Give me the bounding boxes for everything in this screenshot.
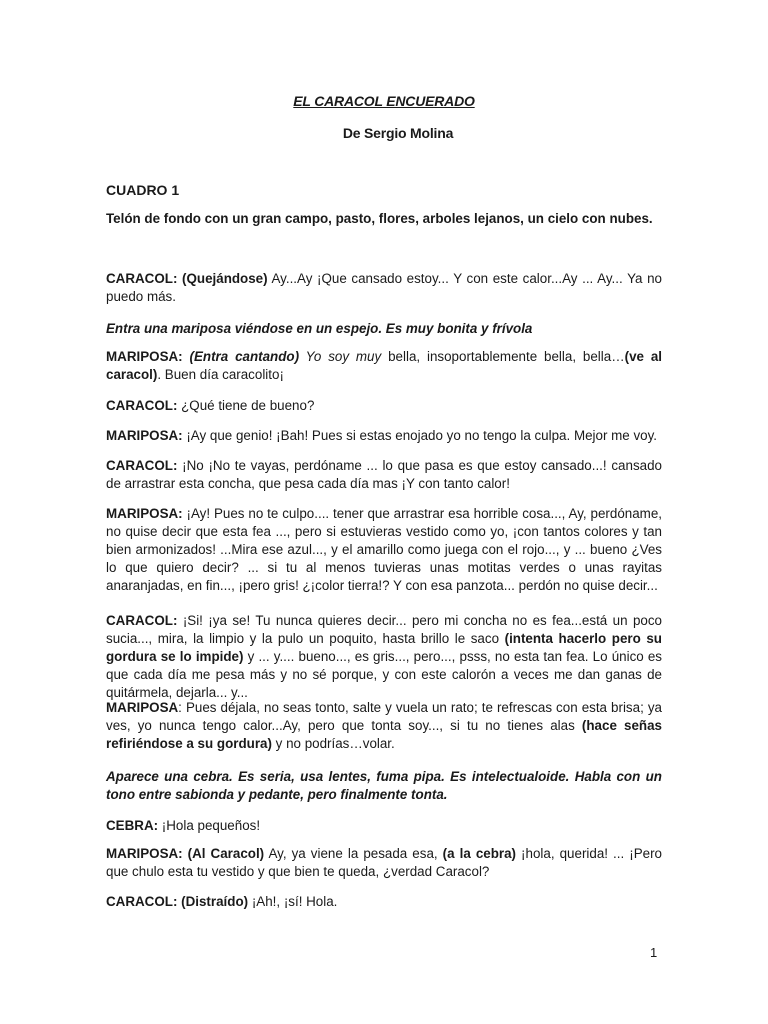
speaker-label: CARACOL: — [106, 613, 178, 628]
dialogue-text: ¡Ay! Pues no te culpo.... tener que arrastrar esa horrible cosa..., Ay, perdóname, no quise decir que esta fea ..., pero si estuvieras vestido como yo, ¡con tantos colores y tan bien armonizados! ...Mira ese azul..., y el amarillo como juega con el rojo..., y ... bueno ¿Ves lo que quiero decir? ... si tu al menos tuvieras unas motitas verdes o unas rayitas anaranjadas, en fin..., ¡pero gris! ¿¡color tierra!? Y con esa panzota... perdón no quise decir... — [106, 506, 662, 593]
dialogue-line — [106, 427, 662, 445]
dialogue-text: ¿Qué tiene de bueno? — [177, 398, 315, 413]
dialogue-line — [106, 348, 662, 384]
dialogue-text: ¡Ay que genio! ¡Bah! Pues si estas enojado yo no tengo la culpa. Mejor me voy. — [182, 428, 658, 443]
dialogue-line — [106, 699, 662, 753]
dialogue-line — [106, 612, 662, 702]
dialogue-line — [106, 270, 662, 306]
dialogue-text: y ... y.... bueno..., es gris..., pero..., psss, no esta tan fea. Lo único es que cada día me pesa más y no sé porque, y con este calorón a veces me dan ganas de quitármela, dejarla... y... — [106, 649, 662, 700]
stage-cue: (a la cebra) — [442, 846, 517, 861]
stage-cue: (intenta hacerlo pero su gordura se lo impide) — [106, 631, 662, 664]
dialogue-text: y no podrías…volar. — [271, 736, 395, 751]
scene-heading: CUADRO 1 — [106, 182, 180, 198]
dialogue-line — [106, 505, 662, 595]
speaker-label: CARACOL: (Quejándose) — [106, 271, 268, 286]
speaker-label: CARACOL: (Distraído) — [106, 894, 249, 909]
dialogue-text: : Pues déjala, no seas tonto, salte y vuela un rato; te refrescas con esta brisa; ya ves, yo nunca tengo calor...Ay, pero que tonta soy..., si tu no tienes alas — [106, 700, 662, 733]
speaker-label: MARIPOSA: — [106, 349, 183, 364]
speaker-label: CEBRA: — [106, 818, 159, 833]
dialogue-text: Ay, ya viene la pesada esa, — [264, 846, 443, 861]
page-number: 1 — [650, 945, 658, 960]
dialogue-text: bella, insoportablemente bella, bella… — [381, 349, 625, 364]
dialogue-text: ¡hola, querida! ... ¡Pero que chulo esta tu vestido y que bien te queda, ¿verdad Caracol? — [106, 846, 662, 879]
dialogue-text: ¡No ¡No te vayas, perdóname ... lo que pasa es que estoy cansado...! cansado de arrastrar esta concha, que pesa cada día mas ¡Y con tanto calor! — [106, 458, 662, 491]
stage-cue: (hace señas refiriéndose a su gordura) — [106, 718, 662, 751]
speaker-label: MARIPOSA: — [106, 428, 183, 443]
play-title: EL CARACOL ENCUERADO — [293, 93, 475, 109]
speaker-label: MARIPOSA — [106, 700, 179, 715]
speaker-label: CARACOL: — [106, 398, 178, 413]
dialogue-text: . Buen día caracolito¡ — [157, 367, 284, 382]
dialogue-line — [106, 893, 662, 911]
stage-direction: Entra una mariposa viéndose en un espejo. Es muy bonita y frívola — [106, 321, 533, 336]
dialogue-line — [106, 397, 662, 415]
dialogue-text: ¡Ah!, ¡sí! Hola. — [248, 894, 338, 909]
dialogue-text: ¡Hola pequeños! — [158, 818, 261, 833]
dialogue-text: Ay...Ay ¡Que cansado estoy... Y con este calor...Ay ... Ay... Ya no puedo más. — [106, 271, 662, 304]
speaker-label: MARIPOSA: — [106, 506, 183, 521]
dialogue-line — [106, 457, 662, 493]
scene-setting: Telón de fondo con un gran campo, pasto, flores, arboles lejanos, un cielo con nubes. — [106, 211, 653, 226]
speaker-label: CARACOL: — [106, 458, 178, 473]
speaker-label: MARIPOSA: (Al Caracol) — [106, 846, 265, 861]
dialogue-text: ¡Si! ¡ya se! Tu nunca quieres decir... pero mi concha no es fea...está un poco sucia..., mira, la limpio y la pulo un poquito, hasta brillo le saco — [106, 613, 662, 646]
stage-cue: (Entra cantando) — [182, 349, 300, 364]
dialogue-line — [106, 845, 662, 881]
song-text: Yo soy muy — [299, 349, 382, 364]
dialogue-line — [106, 817, 662, 835]
play-author: De Sergio Molina — [342, 125, 454, 141]
stage-direction: Aparece una cebra. Es seria, usa lentes, fuma pipa. Es intelectualoide. Habla con un tono entre sabionda y pedante, pero finalmente tonta. — [106, 769, 662, 802]
stage-cue: (ve al caracol) — [106, 349, 663, 382]
